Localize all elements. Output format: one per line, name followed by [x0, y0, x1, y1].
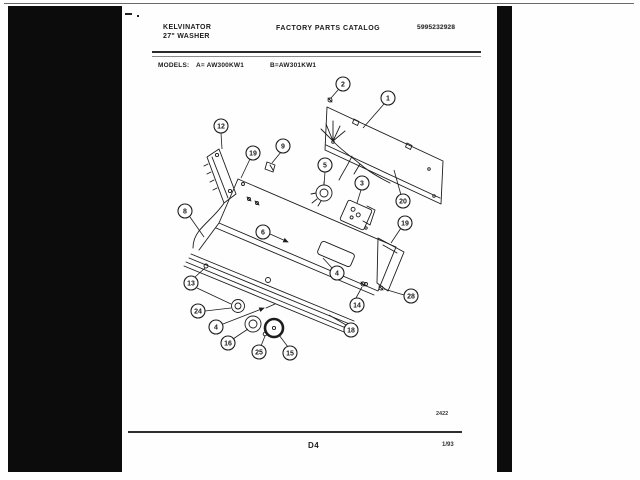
brand-name: KELVINATOR — [163, 24, 212, 31]
model-b: B=AW301KW1 — [270, 62, 317, 69]
callout-leader — [384, 289, 404, 295]
callout-leader — [195, 268, 205, 277]
callout-number: 16 — [224, 340, 232, 348]
product-type: 27" WASHER — [163, 33, 210, 40]
model-a: A= AW300KW1 — [196, 62, 245, 69]
callout-3 — [355, 176, 369, 203]
publication-number: 5995232928 — [417, 24, 456, 31]
plate-number: 2422 — [436, 411, 449, 417]
wiring-harness — [321, 121, 390, 183]
callout-number: 8 — [183, 208, 187, 216]
callout-28 — [384, 289, 418, 303]
callout-leader — [197, 288, 231, 304]
callout-number: 20 — [399, 198, 407, 206]
selector-switch — [340, 200, 375, 231]
callout-leader — [205, 308, 231, 311]
callout-leader — [324, 172, 325, 185]
callout-leader — [241, 159, 250, 178]
callout-number: 28 — [407, 293, 415, 301]
callout-leader — [261, 336, 265, 346]
callout-6 — [256, 225, 288, 242]
callout-leader — [279, 335, 288, 347]
callout-leader — [331, 90, 338, 98]
footer-rule — [128, 431, 462, 433]
mounting-screws — [328, 98, 383, 290]
wire-clip — [265, 162, 275, 172]
models-label: MODELS: — [158, 62, 190, 69]
callout-5 — [318, 158, 332, 185]
callout-number: 14 — [353, 302, 361, 310]
callout-number: 19 — [249, 150, 257, 158]
callout-16 — [221, 329, 248, 350]
callout-9 — [272, 139, 290, 163]
callout-number: 6 — [261, 229, 265, 237]
callout-number: 9 — [281, 143, 285, 151]
callout-19 — [241, 146, 260, 178]
callout-18 — [329, 315, 358, 337]
page-code: D4 — [308, 441, 320, 450]
callout-number: 24 — [194, 308, 202, 316]
catalog-title: FACTORY PARTS CATALOG — [276, 25, 381, 32]
callout-1 — [363, 91, 395, 128]
callout-number: 1 — [386, 95, 390, 103]
callout-20 — [394, 170, 410, 208]
callout-19 — [391, 216, 412, 243]
callout-number: 3 — [360, 180, 364, 188]
callout-number: 15 — [286, 350, 294, 358]
callout-14 — [350, 287, 364, 312]
callout-leader — [363, 104, 384, 128]
callout-leader — [223, 308, 264, 324]
control-knobs — [232, 300, 284, 338]
callout-leader — [357, 190, 361, 203]
callout-number: 4 — [335, 270, 339, 278]
callout-24 — [191, 304, 231, 318]
callout-number: 19 — [401, 220, 409, 228]
callout-number: 12 — [217, 123, 225, 131]
callout-number: 2 — [341, 81, 345, 89]
callout-12 — [214, 119, 228, 149]
callout-leader — [270, 234, 288, 242]
callout-number: 4 — [214, 324, 218, 332]
callout-number: 18 — [347, 327, 355, 335]
callout-15 — [279, 335, 297, 360]
callout-13 — [184, 268, 231, 304]
callout-8 — [178, 204, 204, 237]
callout-number: 5 — [323, 162, 327, 170]
callout-leader — [391, 228, 401, 243]
callout-leader — [221, 133, 222, 149]
callout-number: 13 — [187, 280, 195, 288]
rear-console-panel — [325, 107, 443, 204]
callout-layer — [178, 77, 418, 360]
date-code: 1/93 — [442, 442, 454, 448]
console-front-panel — [199, 179, 396, 295]
callout-leader — [233, 329, 248, 339]
callout-number: 25 — [255, 349, 263, 357]
callout-25 — [252, 336, 266, 359]
callout-leader — [272, 152, 281, 163]
water-level-switch — [311, 182, 332, 206]
callout-2 — [331, 77, 350, 98]
